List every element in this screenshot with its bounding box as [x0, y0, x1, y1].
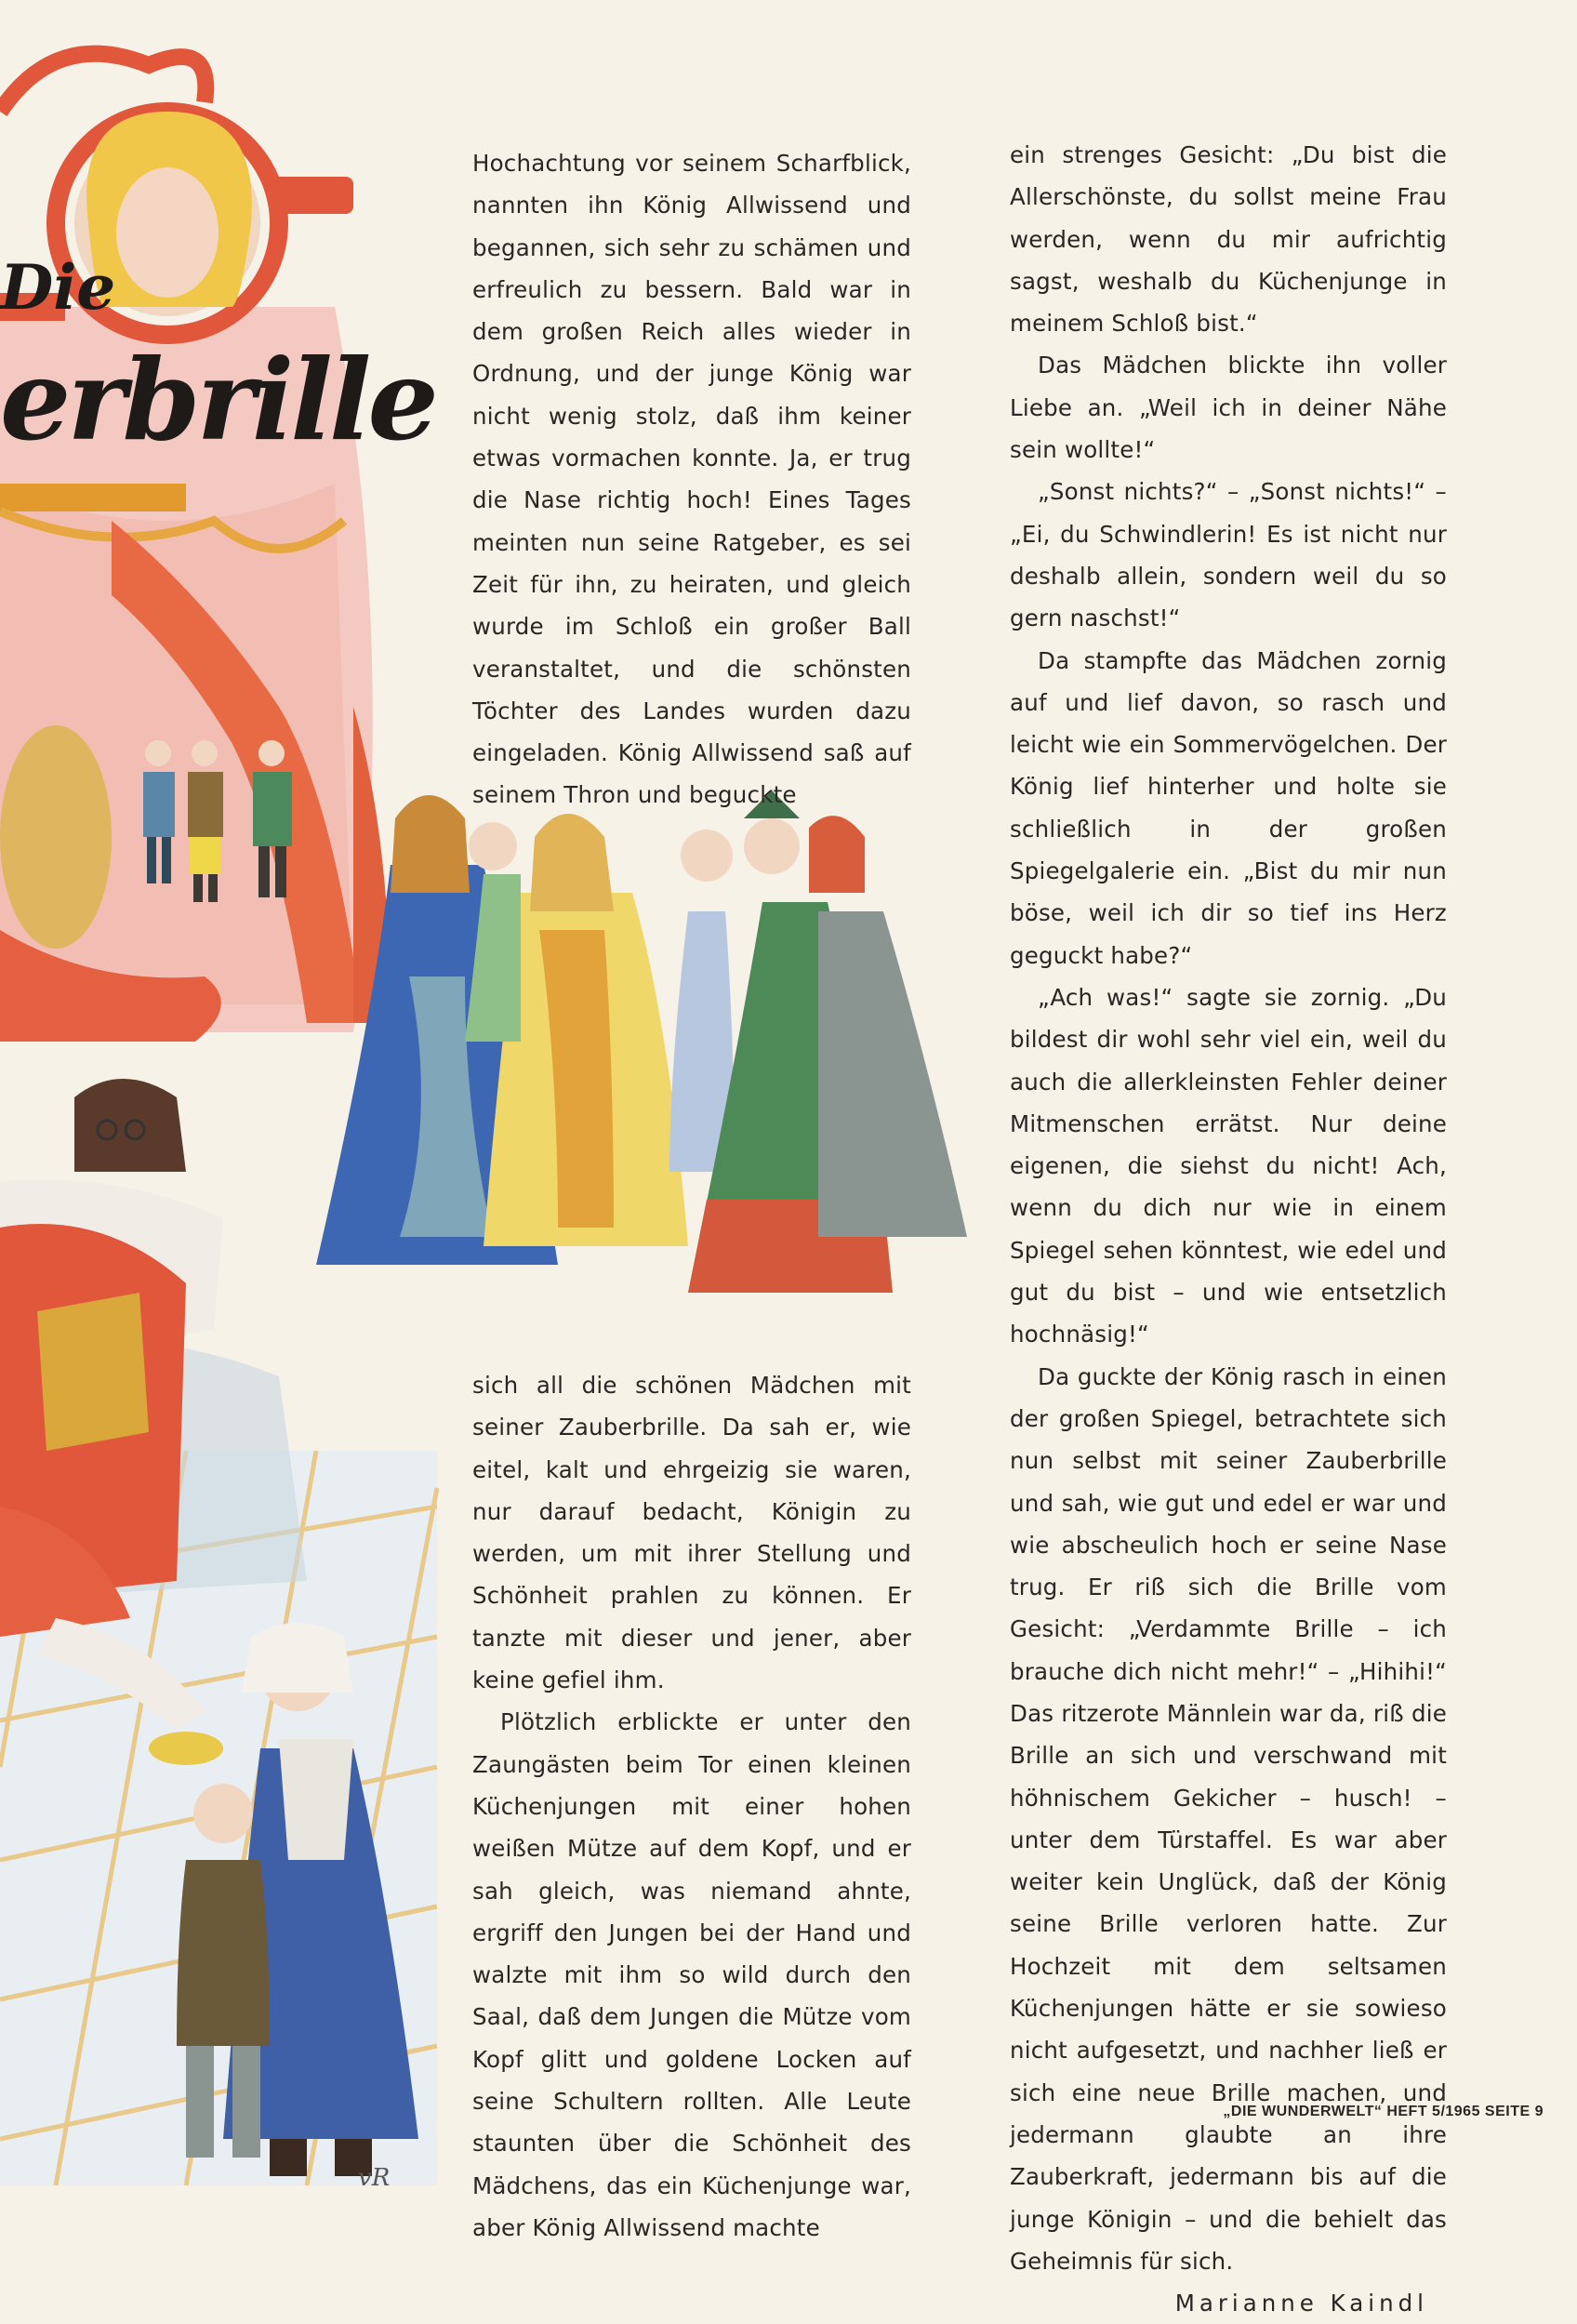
paragraph: Das Mädchen blickte ihn voller Liebe an. „Weil ich in deiner Nähe sein wollte!“	[1010, 352, 1447, 464]
paragraph: Hochachtung vor seinem Scharfblick, nannten ihn König Allwissend und begannen, sich sehr zu schämen und erfreulich zu bessern. Bald war in dem großen Reich alles wieder in Ordnung, und der junge König war nicht wenig stolz, daß ihm keiner etwas vormachen konnte. Ja, er trug die Nase richtig hoch! Eines Tages meinten nun seine Ratgeber, es sei Zeit für ihn, zu heiraten, und gleich wurde im Schloß ein großer Ball veranstaltet, und die schönsten Töchter des Landes wurden dazu eingeladen. König Allwissend saß auf seinem Thron und beguckte	[472, 150, 911, 809]
ladies-group	[316, 790, 967, 1293]
paragraph: „Sonst nichts?“ – „Sonst nichts!“ – „Ei, du Schwindlerin! Es ist nicht nur deshalb allein, sondern weil du so gern naschst!“	[1010, 478, 1447, 632]
title-fragment-die: Die	[0, 251, 116, 324]
paragraph: ein strenges Gesicht: „Du bist die Allerschönste, du sollst meine Frau werden, wenn du mir aufrichtig sagst, weshalb du Küchenjunge in meinem Schloß bist.“	[1010, 141, 1447, 338]
paragraph: „Ach was!“ sagte sie zornig. „Du bildest dir wohl sehr viel ein, weil du auch die allerkleinsten Fehler deiner Mitmenschen errätst. Nur deine eigenen, die siehst du nicht! Ach, wenn du dich nur wie in einem Spiegel sehen könntest, wie edel und gut du bist – und wie entsetzlich hochnäsig!“	[1010, 983, 1447, 1348]
title-fragment-brille: erbrille	[0, 335, 435, 466]
text-column-left-top	[472, 142, 911, 817]
text-column-left-bottom	[472, 1364, 911, 2249]
paragraph: Da stampfte das Mädchen zornig auf und lief davon, so rasch und leicht wie ein Sommervögelchen. Der König lief hinterher und holte sie schließlich in der großen Spiegelgalerie ein. „Bist du mir nun böse, weil ich dir so tief ins Herz geguckt habe?“	[1010, 646, 1447, 969]
page-footer: „DIE WUNDERWELT“ HEFT 5/1965 SEITE 9	[1223, 2104, 1544, 2119]
paragraph: Plötzlich erblickte er unter den Zaungästen beim Tor einen kleinen Küchenjungen mit einer hohen weißen Mütze auf dem Kopf, und er sah gleich, was niemand ahnte, ergriff den Jungen bei der Hand und walzte mit ihm so wild durch den Saal, daß dem Jungen die Mütze vom Kopf glitt und goldene Locken auf seine Schultern rollten. Alle Leute staunten über die Schönheit des Mädchens, das ein Küchenjunge war, aber König Allwissend machte	[472, 1708, 911, 2241]
artist-signature: vR	[358, 2164, 391, 2192]
author-name: Marianne Kaindl	[1174, 2290, 1428, 2317]
paragraph-text: Da guckte der König rasch in einen der großen Spiegel, betrachtete sich nun selbst mit seiner Zauberbrille und sah, wie gut und edel er war und wie abscheulich hoch er seine Nase trug. Er riß sich die Brille vom Gesicht: „Verdammte Brille – ich brauche dich nicht mehr!“ – „Hihihi!“ Das ritzerote Männlein war da, riß die Brille an sich und verschwand mit höhnischem Gekicher – husch! – unter dem Türstaffel. Es war aber weiter kein Unglück, daß der König seine Brille verloren hatte. Zur Hochzeit mit dem seltsamen Küchenjungen hätte er sie sowieso nicht aufgesetzt, und nachher ließ er sich eine neue Brille machen, und jedermann glaubte an ihre Zauberkraft, jedermann bis auf die junge Königin – und die behielt das Geheimnis für sich.	[1010, 1362, 1447, 2275]
paragraph: sich all die schönen Mädchen mit seiner Zauberbrille. Da sah er, wie eitel, kalt und ehrgeizig sie waren, nur darauf bedacht, Königin zu werden, um mit ihrer Stellung und Schönheit prahlen zu können. Er tanzte mit dieser und jener, aber keine gefiel ihm.	[472, 1372, 911, 1694]
paragraph	[1010, 1356, 1447, 2317]
text-column-right	[1010, 134, 1447, 2324]
